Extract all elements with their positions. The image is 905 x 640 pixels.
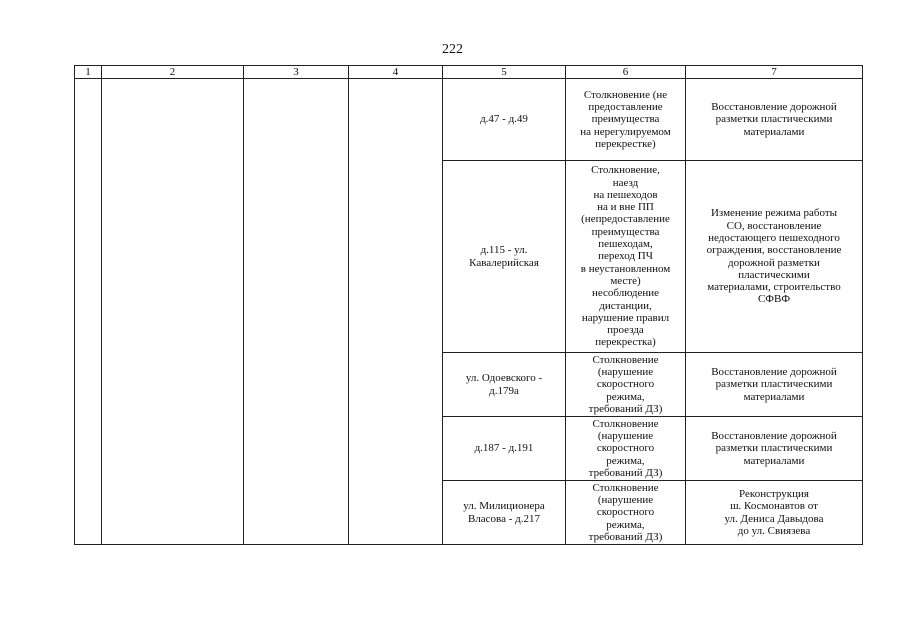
- accident-cause-cell: Столкновение (не предоставление преимущества на нерегулируемом перекрестке): [566, 79, 686, 161]
- empty-cell-col4: [349, 79, 443, 545]
- table-row: [75, 79, 863, 161]
- column-number: 4: [349, 66, 443, 79]
- empty-cell-col3: [244, 79, 349, 545]
- accident-cause-cell: Столкновение (нарушение скоростного режима, требований ДЗ): [566, 353, 686, 417]
- measures-cell: Восстановление дорожной разметки пластическими материалами: [686, 353, 863, 417]
- column-number: 7: [686, 66, 863, 79]
- accident-cause-cell: Столкновение (нарушение скоростного режима, требований ДЗ): [566, 417, 686, 481]
- column-number: 2: [102, 66, 244, 79]
- column-number: 1: [75, 66, 102, 79]
- accident-cause-cell: Столкновение, наезд на пешеходов на и вне ПП (непредоставление преимущества пешеходам, переход ПЧ в неустановленном месте) несоблюдение дистанции, нарушение правил проезда перекрестка): [566, 161, 686, 353]
- page-number: 222: [442, 42, 463, 57]
- measures-cell: Реконструкция ш. Космонавтов от ул. Дениса Давыдова до ул. Свиязева: [686, 481, 863, 545]
- road-section-cell: д.187 - д.191: [443, 417, 566, 481]
- column-number-row: [75, 66, 863, 79]
- empty-cell-col2: [102, 79, 244, 545]
- column-number: 3: [244, 66, 349, 79]
- empty-cell-col1: [75, 79, 102, 545]
- road-section-cell: д.115 - ул. Кавалерийская: [443, 161, 566, 353]
- road-section-cell: ул. Одоевского - д.179а: [443, 353, 566, 417]
- road-section-cell: д.47 - д.49: [443, 79, 566, 161]
- accident-sections-table: [74, 65, 863, 545]
- measures-cell: Восстановление дорожной разметки пластическими материалами: [686, 417, 863, 481]
- measures-cell: Изменение режима работы СО, восстановление недостающего пешеходного ограждения, восстановление дорожной разметки пластическими материалами, строительство СФВФ: [686, 161, 863, 353]
- column-number: 5: [443, 66, 566, 79]
- column-number: 6: [566, 66, 686, 79]
- road-section-cell: ул. Милиционера Власова - д.217: [443, 481, 566, 545]
- measures-cell: Восстановление дорожной разметки пластическими материалами: [686, 79, 863, 161]
- accident-cause-cell: Столкновение (нарушение скоростного режима, требований ДЗ): [566, 481, 686, 545]
